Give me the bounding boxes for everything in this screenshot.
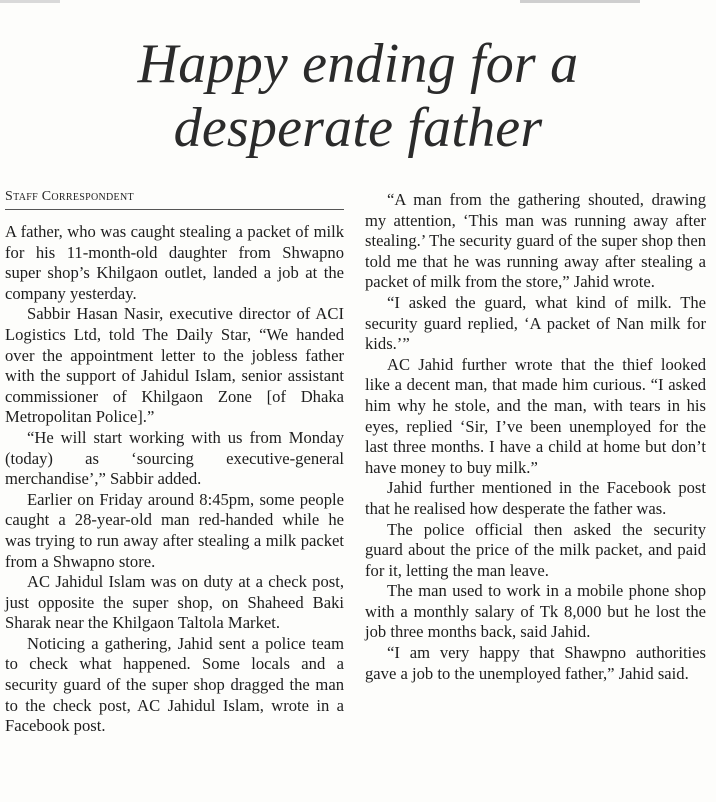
paragraph: Jahid further mentioned in the Facebook post that he realised how desperate the father was. <box>365 478 706 518</box>
headline-line-1: Happy ending for a <box>137 33 579 95</box>
headline-line-2: desperate father <box>173 97 543 159</box>
paragraph: Noticing a gathering, Jahid sent a police team to check what happened. Some locals and a security guard of the super shop dragged the man to the check post, AC Jahidul Islam, wrote in a Facebook post. <box>5 633 344 736</box>
paragraph: A father, who was caught stealing a packet of milk for his 11-month-old daughter from Shwapno super shop’s Khilgaon outlet, landed a job at the company yesterday. <box>5 222 344 303</box>
paragraph: AC Jahidul Islam was on duty at a check post, just opposite the super shop, on Shaheed Baki Sharak near the Khilgaon Taltola Market. <box>5 572 344 633</box>
paragraph: The man used to work in a mobile phone shop with a monthly salary of Tk 8,000 but he lost the job three months back, said Jahid. <box>365 581 706 642</box>
byline: Staff Correspondent <box>5 188 344 210</box>
article-column-left <box>5 222 344 737</box>
paragraph: Sabbir Hasan Nasir, executive director of ACI Logistics Ltd, told The Daily Star, “We handed over the appointment letter to the jobless father with the support of Jahidul Islam, senior assistant commissioner of Khilgaon Zone [of Dhaka Metropolitan Police].” <box>5 304 344 427</box>
paragraph: “He will start working with us from Monday (today) as ‘sourcing executive-general merchandise’,” Sabbir added. <box>5 427 344 489</box>
article-column-right <box>365 190 706 684</box>
paragraph: “I asked the guard, what kind of milk. The security guard replied, ‘A packet of Nan milk for kids.’” <box>365 292 706 354</box>
paragraph: Earlier on Friday around 8:45pm, some people caught a 28-year-old man red-handed while he was trying to run away after stealing a milk packet from a Shwapno store. <box>5 489 344 571</box>
previous-article-edge <box>0 0 716 3</box>
paragraph: The police official then asked the security guard about the price of the milk packet, and paid for it, letting the man leave. <box>365 519 706 580</box>
paragraph: AC Jahid further wrote that the thief looked like a decent man, that made him curious. “I asked him why he stole, and the man, with tears in his eyes, replied ‘Sir, I’ve been unemployed for the last three months. I have a child at home but don’t have money to buy milk.” <box>365 354 706 477</box>
paragraph: “A man from the gathering shouted, drawing my attention, ‘This man was running away after stealing.’ The security guard of the super shop then told me that he was running away after stealing a packet of milk from the store,” Jahid wrote. <box>365 190 706 292</box>
article-headline <box>0 32 716 160</box>
paragraph: “I am very happy that Shawpno authorities gave a job to the unemployed father,” Jahid said. <box>365 643 706 683</box>
